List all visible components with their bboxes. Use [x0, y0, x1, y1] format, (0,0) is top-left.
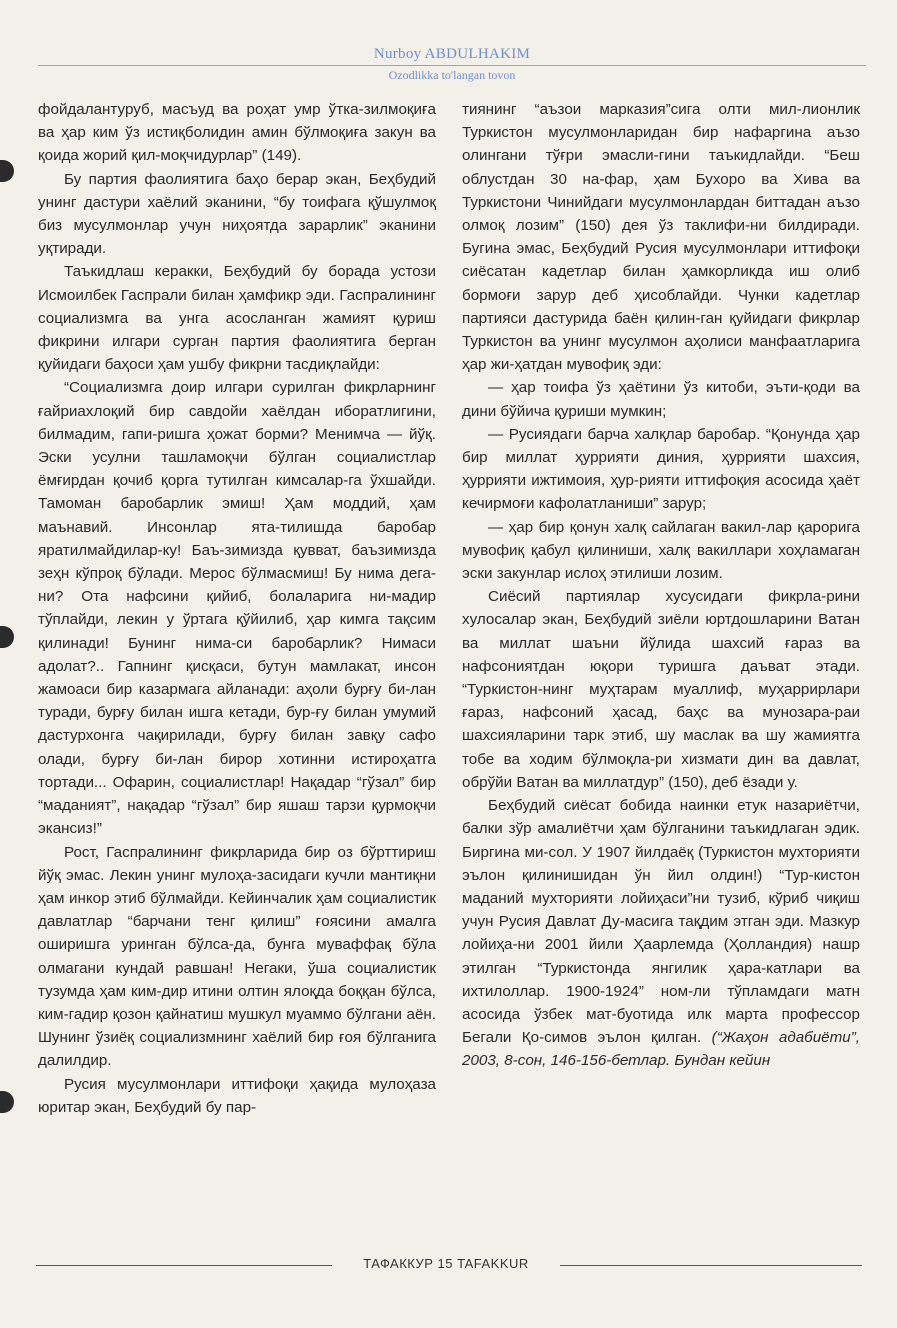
- list-item: — ҳар тоифа ўз ҳаётини ўз китоби, эъти-қоди ва дини бўйича қуриши мумкин;: [462, 379, 860, 420]
- paragraph: Таъкидлаш керакки, Беҳбудий бу борада устози Исмоилбек Гаспрали билан ҳамфикр эди. Гаспралининг социализмга ва унга асосланган жамият қуриш фикрини илгари сурган партия фаолиятига берган қуйидаги баҳоси ҳам ушбу фикрни тасдиқлайди:: [38, 263, 436, 374]
- footer-page-label: ТАФАККУР 15 TAFAKKUR: [363, 1256, 529, 1271]
- header-subtitle: Ozodlikka to'langan tovon: [388, 68, 516, 82]
- binder-hole: [0, 626, 14, 648]
- left-column: [38, 98, 436, 1119]
- header-rule: [38, 65, 866, 66]
- quote-paragraph: “Социализмга доир илгари сурилган фикрларнинг ғайриахлоқий бир савдойи хаёлдан иборатлигини, билмадим, гапи-ришга ҳожат борми? Менимча — йўқ. Эски усулни ташламоқчи бўлган социалистлар ёмғирдан қочиб қорга тутилган кимсалар-га ўхшайди. Тамоман баробарлик эмиш! Ҳам моддий, ҳам маънавий. Инсонлар ята-тилишда баробар яратилмайдилар-ку! Баъ-зимизда қувват, баъзимизда зеҳн кўпроқ бўлади. Мерос бўлмасмиш! Бу нима дега-ни? Ота нафсини қийиб, болаларига ни-мадир тўплайди, лекин у ўртага қўйилиб, ҳар кимга тақсим қилинади! Бунинг нима-си баробарлик? Нимаси адолат?.. Гапнинг қисқаси, бутун мамлакат, инсон жамоаси бир казармага айланади: аҳоли бурғу би-лан туради, бурғу билан ишга кетади, бур-ғу билан умумий дастурхонга чақирилади, бурғу билан завқу сафо олади, бурғу би-лан бирор хотинни истироҳатга тортади... Офарин, социалистлар! Нақадар “гўзал” бир “маданият”, нақадар “гўзал” бир яшаш тарзи қурмоқчи экансиз!”: [38, 379, 436, 838]
- paragraph: тиянинг “аъзои марказия”сига олти мил-лионлик Туркистон мусулмонларидан бир нафаргина аъзо олингани тўғри эмасли-гини таъкидлайди. “Беш облустдан 30 на-фар, ҳам Бухоро ва Хива ва Туркистони Чинийдаги мусулмонлардан биттадан аъзо олмоқ лозим” (150) дея ўз таклифи-ни билдиради. Бугина эмас, Беҳбудий Русия мусулмонлари иттифоқи сиёсатан кадетлар билан ҳамкорликда иш олиб бормоғи зарур деб ҳисоблайди. Чунки кадетлар партияси дастурида баён қилин-ган қуйидаги фикрлар Туркистон ва унинг мусулмон аҳолиси манфаатларига ҳар жи-ҳатдан мувофиқ эди:: [462, 101, 860, 374]
- header-author: Nurboy ABDULHAKIM: [373, 46, 531, 62]
- running-header: [38, 44, 866, 86]
- binder-hole: [0, 1091, 14, 1113]
- paragraph: Бу партия фаолиятига баҳо берар экан, Беҳбудий унинг дастури хаёлий эканини, “бу тоифага қўшулмоқ биз мусулмонлар учун ниҳоятда зарарлик” эканини уқтиради.: [38, 170, 436, 258]
- paragraph: [462, 794, 860, 1072]
- binder-hole: [0, 160, 14, 182]
- paragraph: Русия мусулмонлари иттифоқи ҳақида мулоҳаза юритар экан, Беҳбудий бу пар-: [38, 1075, 436, 1116]
- page-footer: [36, 1256, 862, 1274]
- paragraph: Сиёсий партиялар хусусидаги фикрла-рини хулосалар экан, Беҳбудий зиёли юртдошларини Ватан ва миллат шаъни йўлида шахсий ғараз ва нафсониятдан юқори туришга даъват этади. “Туркистон-нинг муҳтарам муаллиф, муҳаррирлари ғараз, нафсоний ҳасад, баҳс ва мунозара-раи шахсияларини тарк этиб, шу маслак ва шу жамиятга тобе ва ходим бўлмоқла-ри хизмати дин ва давлат, обрўйи Ватан ва миллатдур” (150), деб ёзади у.: [462, 588, 860, 791]
- footer-rule-right: [560, 1265, 862, 1266]
- paragraph: Рост, Гаспралининг фикрларида бир оз бўрттириш йўқ эмас. Лекин унинг мулоҳа-засидаги кучли мантиқни ҳам инкор этиб бўлмайди. Кейинчалик ҳам социалистик давлатлар “барчани тенг қилиш” ғоясини амалга оширишга уринган бўлса-да, бунга муваффақ бўла олмагани кундай равшан! Негаки, ўша социалистик тузумда ҳам ким-дир итини олтин ялоқда боққан бўлса, ким-гадир қозон қайнатиш мушкул муаммо бўлгани аён. Шунинг ўзиёқ социализмнинг хаёлий бир ғоя бўлганига далилдир.: [38, 843, 436, 1070]
- paragraph: фойдалантуруб, масъуд ва роҳат умр ўтка-зилмоқиға ва ҳар ким ўз истиқболидин амин бўлмоқиға закун ва қоида жорий қил-моқчидурлар” (149).: [38, 101, 436, 165]
- list-item: — ҳар бир қонун халқ сайлаган вакил-лар қарорига мувофиқ қабул қилиниши, халқ вакиллари хоҳламаган эски закунлар ислоҳ этилиши лозим.: [462, 518, 860, 583]
- paragraph-text: Беҳбудий сиёсат бобида наинки етук назариётчи, балки зўр амалиётчи ҳам бўлганини таъкидлаган эдик. Биргина ми-сол. У 1907 йилдаёқ (Туркистон мухторияти эълон қилинишидан ўн йил олдин!) “Тур-кистон маданий мухторияти лойиҳаси”ни тузиб, кўриб чиқиш учун Русия Давлат Ду-масига тақдим этган эди. Мазкур лойиҳа-ни 2001 йили Ҳаарлемда (Ҳолландия) нашр этилган “Туркистонда янгилик ҳара-катлари ва ихтилоллар. 1900-1924” ном-ли тўпламдаги матн асосида ўзбек мат-буотида илк марта профессор Бегали Қо-симов эълон қилган.: [462, 797, 860, 1047]
- footer-rule-left: [36, 1265, 332, 1266]
- list-item: — Русиядаги барча халқлар баробар. “Қонунда ҳар бир миллат ҳуррияти диния, ҳуррияти шахсия, ҳуррияти ижтимоия, ҳур-рияти иттифоқия асосида ҳаёт кечирмоғи кафолатланиши” зарур;: [462, 425, 860, 513]
- right-column: [462, 98, 860, 1073]
- citation-italic: (“Жаҳон адабиёти”, 2003, 8-сон, 146-156-бетлар. Бундан кейин: [462, 1029, 860, 1070]
